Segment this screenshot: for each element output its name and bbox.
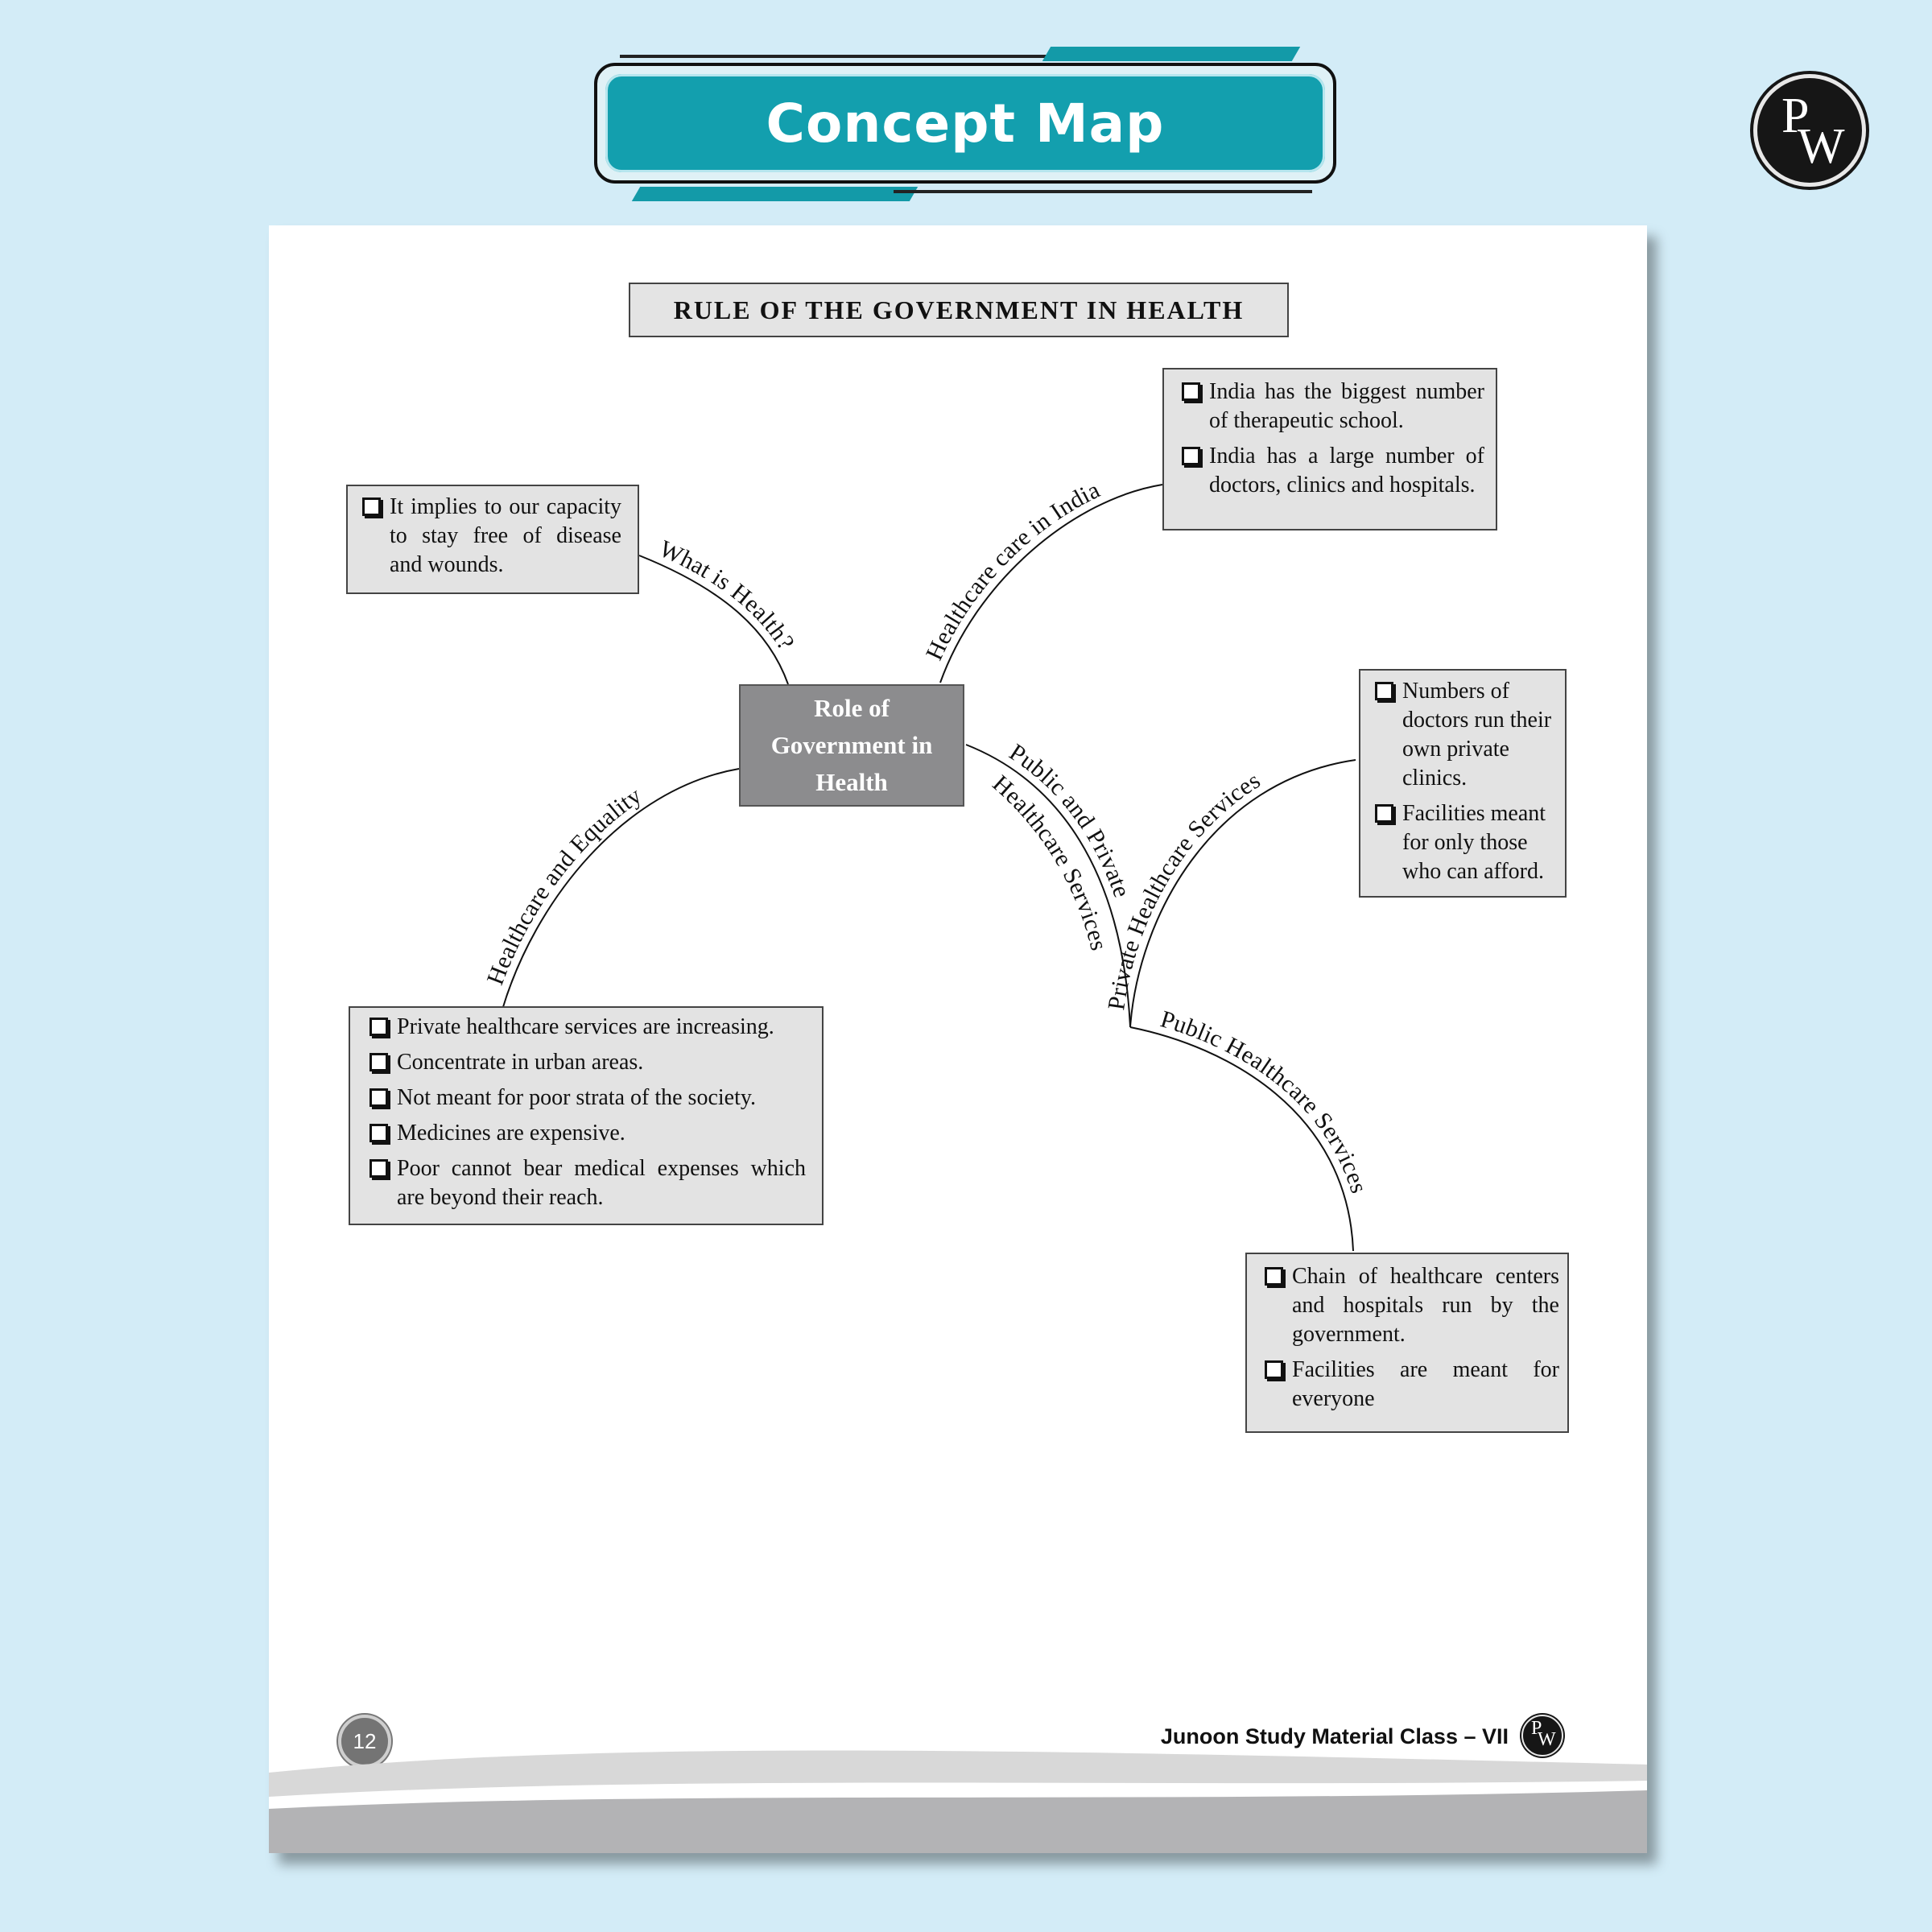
list-item: Facilities meant for only those who can afford.: [1375, 799, 1558, 886]
page-number: 12: [338, 1715, 391, 1768]
label-public: Public Healthcare Services: [1157, 1005, 1373, 1197]
checkbox-bullet-icon: [1182, 382, 1200, 401]
checkbox-bullet-icon: [369, 1088, 388, 1107]
list-item: Medicines are expensive.: [369, 1119, 806, 1148]
list-item: Numbers of doctors run their own private clinics.: [1375, 677, 1558, 793]
list-item: Facilities are meant for everyone: [1265, 1356, 1559, 1414]
center-node: [739, 684, 964, 807]
list-item: Not meant for poor strata of the society.: [369, 1084, 806, 1113]
page: [269, 225, 1647, 1853]
list-item: India has a large number of doctors, clinics and hospitals.: [1182, 442, 1484, 500]
checkbox-bullet-icon: [369, 1018, 388, 1036]
diagram-title: RULE OF THE GOVERNMENT IN HEALTH: [629, 283, 1289, 337]
banner-top-line: [620, 55, 1055, 58]
banner-bottom-stripe: [632, 187, 918, 201]
center-line-1: Role of: [814, 694, 890, 722]
banner-top-stripe: [1042, 47, 1300, 61]
label-equality: Healthcare and Equality: [481, 782, 646, 989]
checkbox-bullet-icon: [1375, 682, 1393, 700]
banner-bottom-line: [894, 190, 1312, 193]
footer-logo-letter-p: P: [1531, 1718, 1542, 1739]
list-item: It implies to our capacity to stay free of disease and wounds.: [362, 493, 621, 580]
checkbox-bullet-icon: [1265, 1267, 1283, 1286]
footer-book-title: Junoon Study Material Class – VII: [1160, 1724, 1509, 1748]
svg-text:What is Health?: [655, 535, 799, 654]
node-public-healthcare: [1245, 1253, 1569, 1433]
list-item: Poor cannot bear medical expenses which are beyond their reach.: [369, 1154, 806, 1212]
node-healthcare-india: [1162, 368, 1497, 530]
checkbox-bullet-icon: [1375, 804, 1393, 823]
label-healthcare-india: Healthcare care in India: [920, 476, 1104, 665]
node-private-healthcare: [1359, 669, 1567, 898]
node-healthcare-equality: [349, 1006, 824, 1225]
checkbox-bullet-icon: [1265, 1360, 1283, 1379]
center-line-2: Government in: [770, 731, 933, 759]
banner: [605, 74, 1325, 172]
label-public-private-line2: Healthcare Services: [987, 770, 1113, 953]
banner-title: Concept Map: [766, 92, 1165, 155]
pw-logo-icon: [1753, 74, 1866, 187]
label-what-is-health: What is Health?: [655, 535, 799, 655]
checkbox-bullet-icon: [369, 1053, 388, 1071]
pw-logo-letter-w: W: [1798, 119, 1845, 174]
checkbox-bullet-icon: [1182, 447, 1200, 465]
checkbox-bullet-icon: [369, 1159, 388, 1178]
list-item: Concentrate in urban areas.: [369, 1048, 806, 1077]
footer-logo-letter-w: W: [1538, 1729, 1556, 1750]
list-item: Private healthcare services are increasing.: [369, 1013, 806, 1042]
footer-wave: [269, 1740, 1647, 1853]
center-line-3: Health: [815, 768, 888, 796]
list-item: India has the biggest number of therapeutic school.: [1182, 378, 1484, 436]
pw-logo-letter-p: P: [1781, 89, 1810, 143]
svg-text:Healthcare and Equality: [482, 782, 646, 989]
label-public-private-line1: Public and Private: [1004, 738, 1136, 901]
node-what-is-health: [346, 485, 639, 594]
svg-text:Public Healthcare Services: [1158, 1005, 1373, 1196]
checkbox-bullet-icon: [362, 497, 381, 516]
label-private: Private Healthcare Services: [1103, 766, 1265, 1012]
list-item: Chain of healthcare centers and hospitals run by the government.: [1265, 1262, 1559, 1349]
checkbox-bullet-icon: [369, 1124, 388, 1142]
svg-text:Healthcare care in India: [921, 477, 1104, 664]
